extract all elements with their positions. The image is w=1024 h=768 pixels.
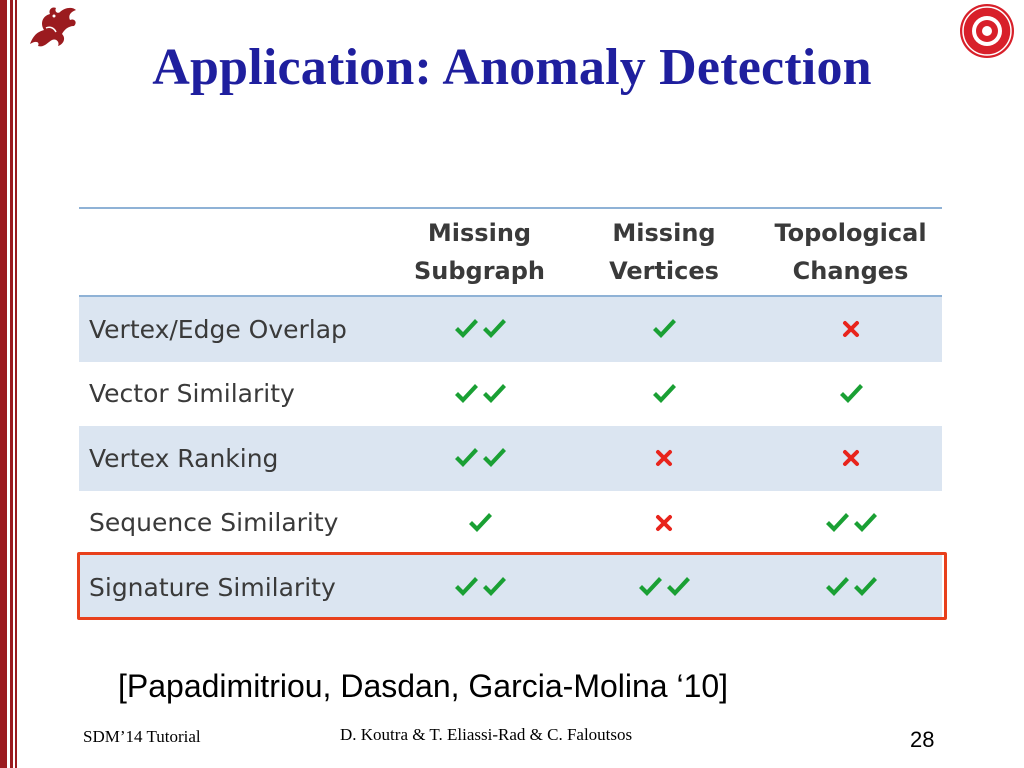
table-cell [759,448,942,468]
table-row [79,297,942,362]
table-cell [759,574,942,600]
check-icon [651,316,677,342]
table-header-row [79,209,942,297]
table-cell [390,510,569,536]
table-cell [759,319,942,339]
column-header: Missing Vertices [609,219,719,285]
check-icon [651,381,677,407]
table-cell [759,510,942,536]
slide-title: Application: Anomaly Detection [152,39,872,96]
check-icon [824,510,878,536]
cross-icon [841,319,861,339]
check-icon [838,381,864,407]
table-cell [390,574,569,600]
row-label: Vector Similarity [89,379,295,409]
check-icon [467,510,493,536]
table-cell [569,316,759,342]
table-cell [569,448,759,468]
check-icon [637,574,691,600]
check-icon [453,381,507,407]
comparison-table [79,207,942,620]
table-cell [569,513,759,533]
citation: [Papadimitriou, Dasdan, Garcia-Molina ‘10] [118,668,729,704]
cross-icon [654,513,674,533]
table-cell [390,316,569,342]
left-stripe-medium [10,0,13,768]
cross-icon [841,448,861,468]
left-stripe-thick [0,0,7,768]
row-label: Signature Similarity [89,572,336,602]
table-cell [390,381,569,407]
row-label: Sequence Similarity [89,508,339,538]
check-icon [453,574,507,600]
check-icon [453,445,507,471]
table-cell [569,381,759,407]
table-row [79,491,942,556]
column-header: Missing Subgraph [413,219,546,285]
table-row [79,555,942,620]
table-row [79,426,942,491]
check-icon [453,316,507,342]
footer-left: SDM’14 Tutorial [83,727,201,746]
table-cell [759,381,942,407]
cross-icon [654,448,674,468]
left-stripe-thin [15,0,17,768]
table-row [79,362,942,427]
table-cell [569,574,759,600]
table-cell [390,445,569,471]
check-icon [824,574,878,600]
row-label: Vertex Ranking [89,443,279,473]
column-header: Topological Changes [774,219,927,285]
row-label: Vertex/Edge Overlap [89,314,347,344]
page-number: 28 [910,727,935,752]
footer-center: D. Koutra & T. Eliassi-Rad & C. Faloutsos [340,725,633,744]
